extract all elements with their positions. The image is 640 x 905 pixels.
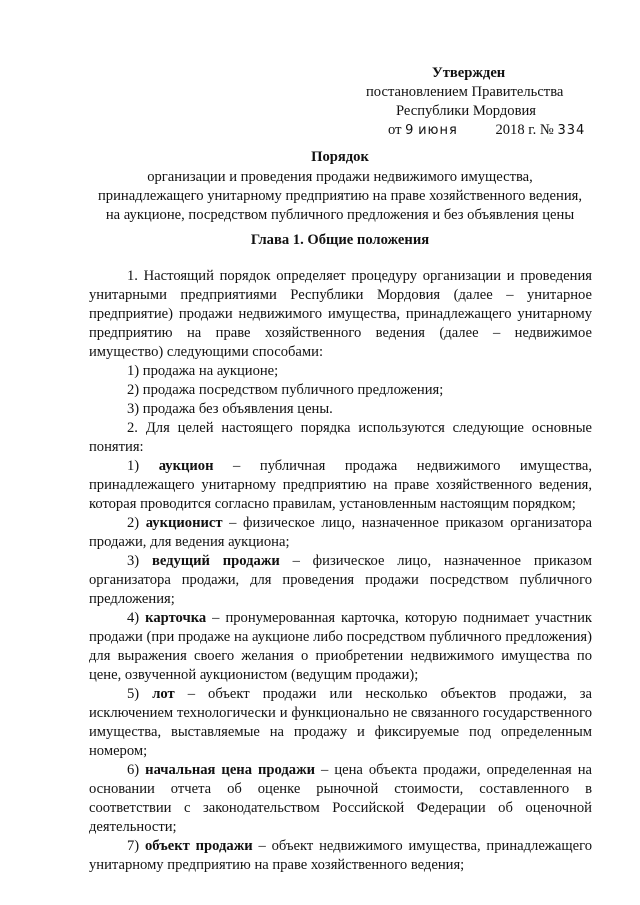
definition-text: – физическое лицо, назначенное приказом организатора продажи, для проведения продажи посредством публичного предложения; [89,553,593,607]
definition-term: начальная цена продажи [145,762,316,778]
date-year-suffix: 2018 г. № [495,122,554,138]
paragraph-1: 1. Настоящий порядок определяет процедуру организации и проведения унитарными предприятиями Республики Мордовия (далее – унитарное предприятие) продажи недвижимого имущества, принадлежащего унитарному предприятию на праве хозяйственного ведения (далее – недвижимое имущество) следующими способами: [89,268,592,360]
date-month: июня [418,123,458,138]
definition-term: ведущий продажи [151,553,280,569]
definition-text: – цена объекта продажи, определенная на основании отчета об оценке рыночной стоимости, составленного в соответствии с законодательством Российской Федерации об оценочной деятельности; [89,762,592,835]
definition-4 [89,609,592,685]
definition-5 [89,685,592,761]
heading-line-3: на аукционе, посредством публичного предложения и без объявления цены [105,207,575,223]
definition-3 [89,552,592,609]
definition-number: 7) [127,838,140,854]
definition-number: 2) [127,515,140,531]
decree-number: 334 [557,123,586,138]
definition-text: – публичная продажа недвижимого имущества, принадлежащего унитарному предприятию на праве хозяйственного ведения, которая проводится согласно правилам, установленным настоящим порядком; [89,458,592,512]
definition-number: 1) [127,458,140,474]
document-heading [80,148,600,225]
method-3: 3) продажа без объявления цены. [127,401,333,417]
definition-term: аукцион [158,458,214,474]
approval-date-line [360,121,610,140]
definition-1 [89,457,592,514]
definition-number: 5) [127,686,140,702]
definition-term: лот [152,686,175,702]
definition-text: – объект недвижимого имущества, принадлежащего унитарному предприятию на праве хозяйственного ведения; [89,838,592,873]
definition-term: карточка [145,610,207,626]
definition-2 [89,514,592,552]
document-title: Порядок [311,149,369,165]
document-body [89,267,592,875]
heading-line-1: организации и проведения продажи недвижимого имущества, [147,169,533,185]
definition-text: – пронумерованная карточка, которую поднимает участник продажи (при продаже на аукционе либо посредством публичного предложения) для выражения своего желания о приобретении недвижимого имущества по цене, озвученной аукционистом (ведущим продажи); [89,610,592,683]
definition-number: 3) [127,553,140,569]
definition-term: аукционист [145,515,223,531]
approval-title: Утвержден [432,65,506,81]
approval-line-1: постановлением Правительства [366,84,564,100]
date-day: 9 [405,123,415,138]
paragraph-2: 2. Для целей настоящего порядка используются следующие основные понятия: [89,420,592,455]
definition-7 [89,837,592,875]
approval-line-2: Республики Мордовия [396,103,537,119]
chapter-title: Глава 1. Общие положения [250,232,430,248]
definition-6 [89,761,592,837]
method-1: 1) продажа на аукционе; [127,363,279,379]
definition-text: – физическое лицо, назначенное приказом организатора продажи, для ведения аукциона; [89,515,592,550]
definition-number: 4) [127,610,140,626]
date-prefix: от [388,122,402,138]
method-2: 2) продажа посредством публичного предложения; [127,382,444,398]
definition-number: 6) [127,762,140,778]
heading-line-2: принадлежащего унитарному предприятию на праве хозяйственного ведения, [97,188,583,204]
definition-term: объект продажи [145,838,253,854]
approval-stamp [360,64,610,140]
definition-text: – объект продажи или несколько объектов продажи, за исключением технологически и функционально не связанного государственного имущества, выставляемые на продажу и фиксируемые под определенным номером; [89,686,592,759]
